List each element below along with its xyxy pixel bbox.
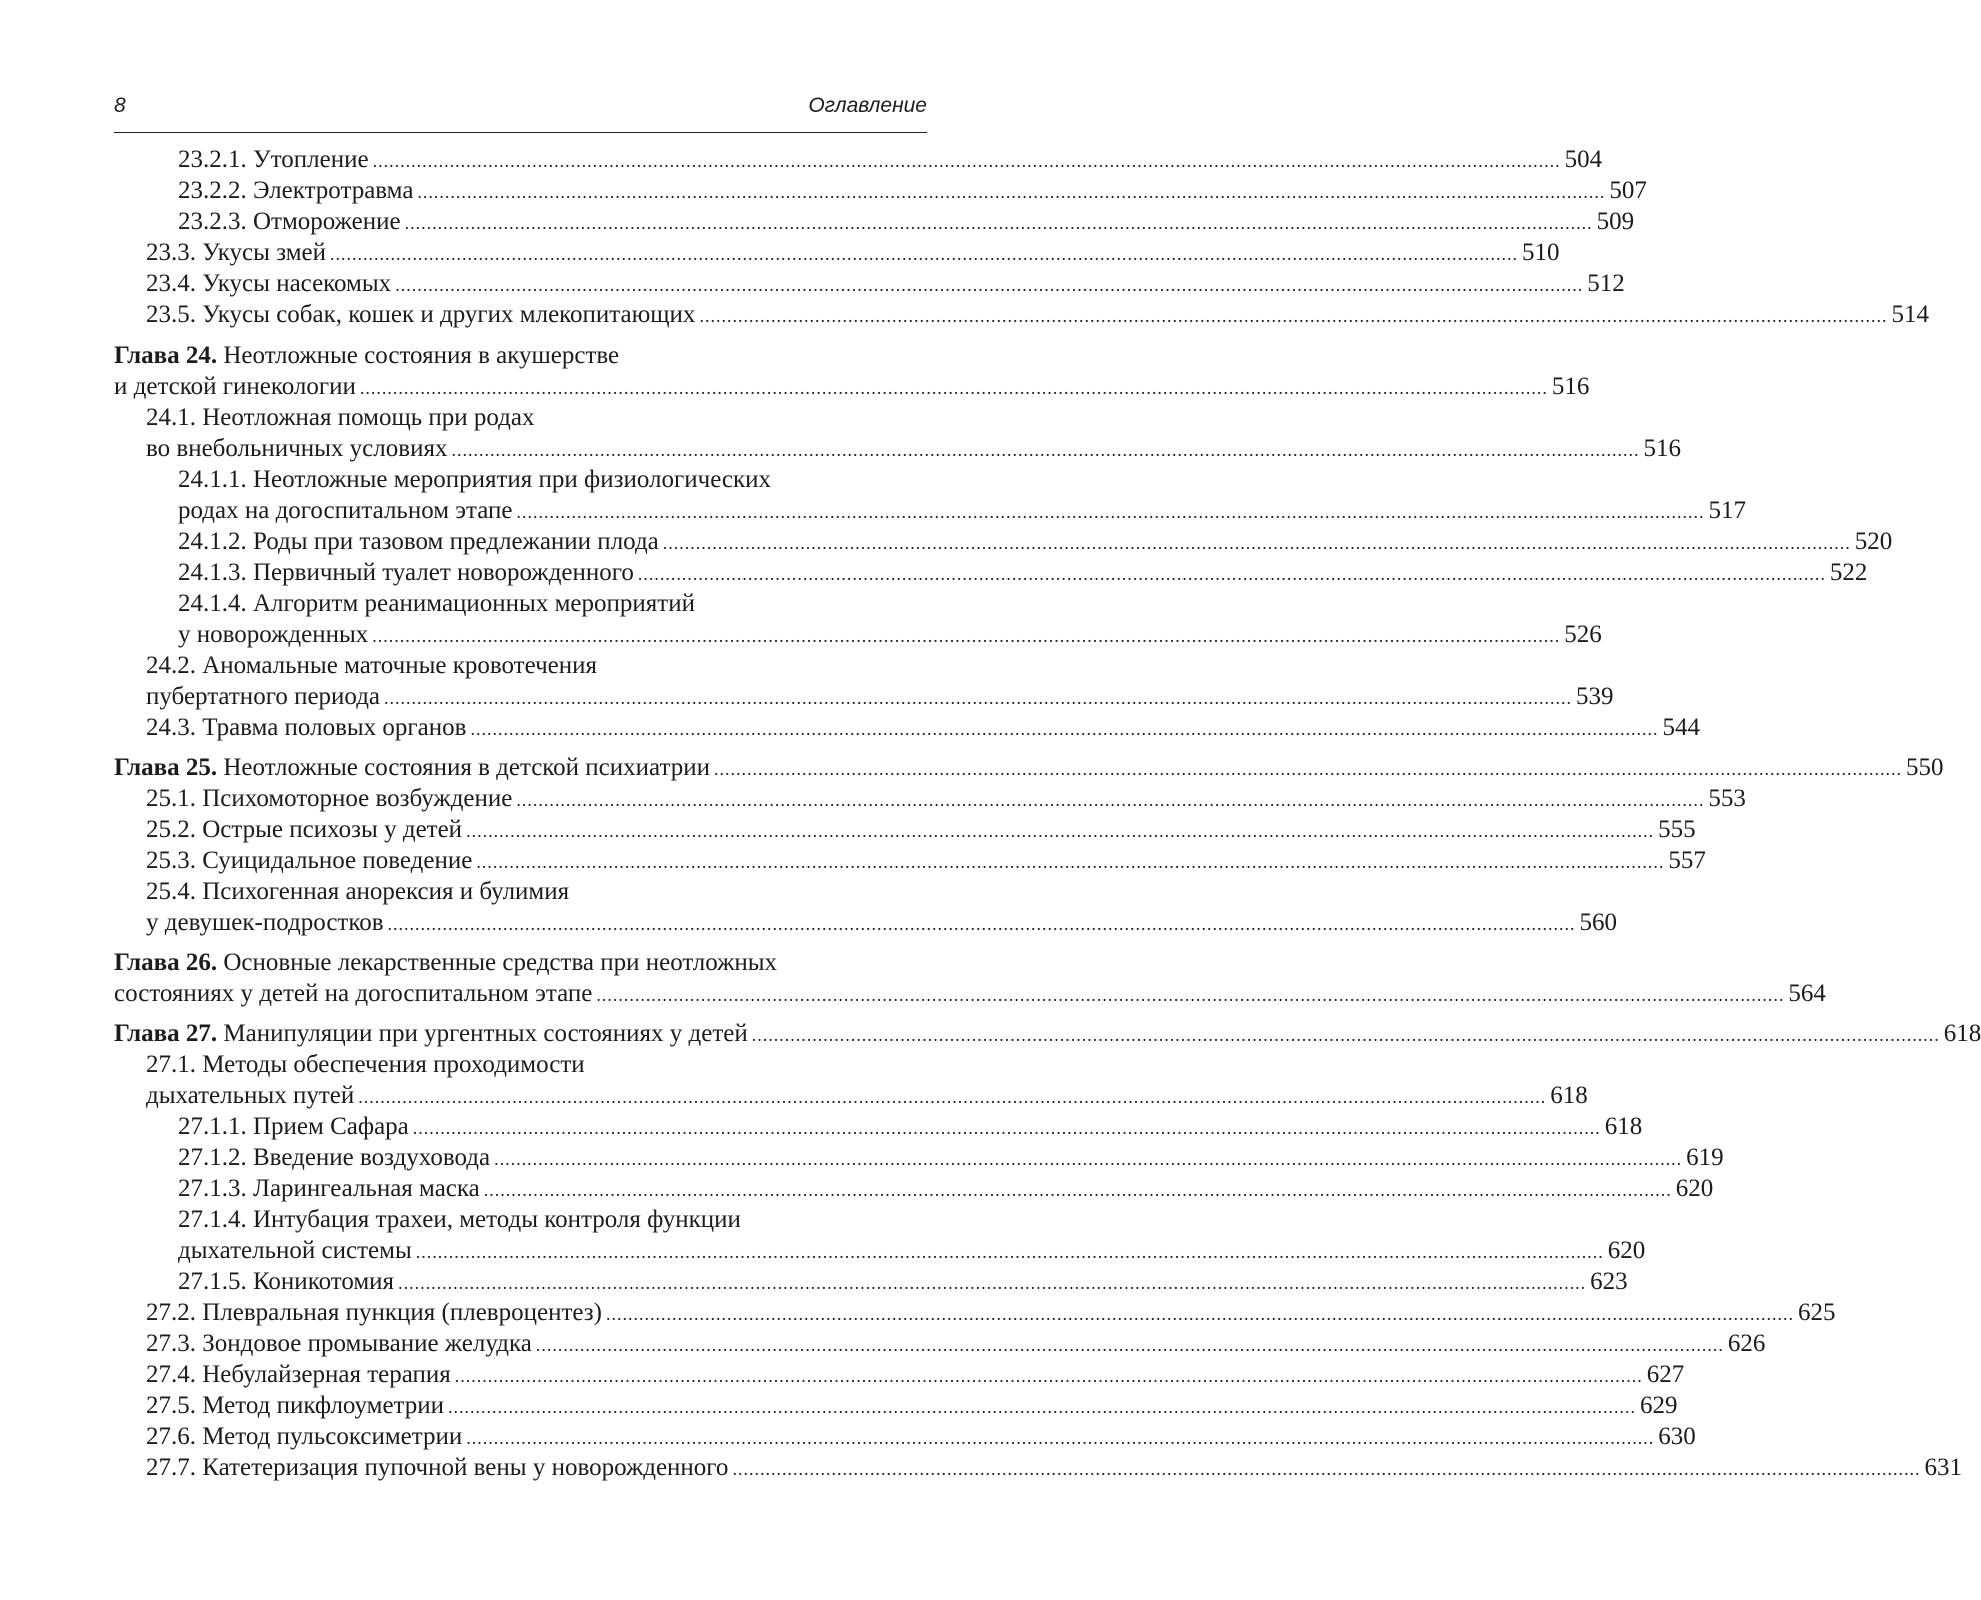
- entry-page: 553: [1708, 785, 1746, 812]
- toc-entry[interactable]: [146, 1359, 1685, 1390]
- entry-page: 618: [1550, 1082, 1588, 1109]
- entry-title: Утопление: [253, 146, 369, 173]
- toc-entry[interactable]: [178, 464, 771, 495]
- entry-number: 27.1.1.: [178, 1113, 247, 1140]
- entry-number: 27.5.: [146, 1392, 196, 1419]
- entry-number: 23.2.1.: [178, 146, 247, 173]
- entry-title: Аномальные маточные кровотечения: [202, 652, 597, 679]
- entry-page: 626: [1727, 1330, 1766, 1357]
- entry-number: 27.1.: [146, 1051, 196, 1078]
- entry-number: 23.2.3.: [178, 208, 247, 235]
- entry-page: 629: [1640, 1392, 1678, 1419]
- entry-number: 27.6.: [146, 1423, 196, 1450]
- running-title: Оглавление: [808, 94, 927, 117]
- entry-title-cont: во внебольничных условиях: [146, 435, 448, 462]
- dot-leader: [638, 559, 1826, 590]
- toc-entry[interactable]: [146, 876, 569, 907]
- entry-number: 24.1.: [146, 404, 196, 431]
- toc-entry[interactable]: [178, 1142, 1724, 1173]
- toc-entry[interactable]: [146, 1452, 1962, 1483]
- dot-leader: [536, 1330, 1724, 1361]
- entry-page: 555: [1658, 816, 1696, 843]
- page-number: 8: [114, 94, 126, 117]
- toc-entry[interactable]: [146, 712, 1700, 743]
- toc-chapter[interactable]: [114, 947, 777, 978]
- entry-page: 620: [1607, 1237, 1646, 1264]
- toc-entry[interactable]: [146, 783, 1746, 814]
- entry-title: Ларингеальная маска: [253, 1175, 480, 1202]
- dot-leader: [663, 528, 1851, 559]
- entry-title: Электротравма: [253, 177, 414, 204]
- toc-entry[interactable]: [178, 144, 1603, 175]
- entry-page: 631: [1924, 1454, 1962, 1481]
- entry-title: Небулайзерная терапия: [202, 1361, 451, 1388]
- dot-leader: [330, 239, 1518, 270]
- dot-leader: [395, 270, 1583, 301]
- dot-leader: [372, 621, 1560, 652]
- entry-page: 516: [1643, 435, 1681, 462]
- dot-leader: [384, 683, 1572, 714]
- dot-leader: [373, 146, 1561, 177]
- toc-entry[interactable]: [178, 206, 1635, 237]
- toc-entry[interactable]: [146, 1421, 1696, 1452]
- toc-entry[interactable]: [146, 1390, 1678, 1421]
- dot-leader: [517, 497, 1705, 528]
- entry-title: Первичный туалет новорожденного: [253, 559, 634, 586]
- toc-chapter-cont[interactable]: [114, 371, 1590, 402]
- entry-title-cont: дыхательной системы: [178, 1237, 412, 1264]
- entry-title-cont: состояниях у детей на догоспитальном этапе: [114, 980, 593, 1007]
- dot-leader: [398, 1268, 1586, 1299]
- entry-page: 620: [1675, 1175, 1714, 1202]
- dot-leader: [596, 980, 1784, 1011]
- toc-entry[interactable]: [178, 588, 695, 619]
- dot-leader: [358, 1082, 1546, 1113]
- toc-entry[interactable]: [146, 650, 597, 681]
- dot-leader: [732, 1454, 1920, 1485]
- entry-page: 625: [1797, 1299, 1836, 1326]
- toc-entry[interactable]: [178, 1111, 1643, 1142]
- entry-title: Зондовое промывание желудка: [202, 1330, 532, 1357]
- entry-page: 516: [1551, 373, 1590, 400]
- entry-page: 630: [1658, 1423, 1696, 1450]
- toc-entry[interactable]: [178, 175, 1647, 206]
- entry-title: Укусы собак, кошек и других млекопитающих: [202, 301, 696, 328]
- entry-number: 27.1.5.: [178, 1268, 247, 1295]
- entry-title: Интубация трахеи, методы контроля функции: [253, 1206, 741, 1233]
- entry-title: Неотложные состояния в акушерстве: [223, 342, 620, 369]
- toc-entry[interactable]: [146, 845, 1706, 876]
- dot-leader: [405, 208, 1593, 239]
- dot-leader: [466, 1423, 1654, 1454]
- dot-leader: [413, 1113, 1601, 1144]
- entry-number: 27.1.2.: [178, 1144, 247, 1171]
- entry-number: 27.2.: [146, 1299, 196, 1326]
- toc-entry[interactable]: [178, 1204, 741, 1235]
- entry-page: 539: [1576, 683, 1614, 710]
- entry-number: 25.2.: [146, 816, 196, 843]
- entry-page: 544: [1662, 714, 1700, 741]
- dot-leader: [470, 714, 1658, 745]
- entry-page: 564: [1788, 980, 1826, 1007]
- dot-leader: [752, 1020, 1940, 1051]
- entry-page: 517: [1708, 497, 1746, 524]
- entry-page: 512: [1587, 270, 1625, 297]
- entry-page: 522: [1829, 559, 1868, 586]
- entry-page: 526: [1564, 621, 1602, 648]
- toc-entry-cont[interactable]: [146, 907, 1618, 938]
- toc-entry[interactable]: [146, 1328, 1766, 1359]
- dot-leader: [484, 1175, 1672, 1206]
- dot-leader: [455, 1361, 1643, 1392]
- entry-number: 24.1.2.: [178, 528, 247, 555]
- entry-title: Манипуляции при ургентных состояниях у детей: [223, 1020, 748, 1047]
- entry-title: Отморожение: [253, 208, 401, 235]
- entry-number: 27.3.: [146, 1330, 196, 1357]
- entry-title: Травма половых органов: [202, 714, 467, 741]
- entry-title: Плевральная пункция (плевроцентез): [202, 1299, 602, 1326]
- entry-title: Психогенная анорексия и булимия: [202, 878, 570, 905]
- toc-entry[interactable]: [178, 1173, 1714, 1204]
- chapter-number: Глава 27.: [114, 1020, 218, 1047]
- dot-leader: [714, 754, 1902, 785]
- entry-page: 623: [1590, 1268, 1628, 1295]
- entry-number: 24.1.4.: [178, 590, 247, 617]
- entry-title-cont: родах на догоспитальном этапе: [178, 497, 513, 524]
- dot-leader: [448, 1392, 1636, 1423]
- toc-entry[interactable]: [146, 268, 1625, 299]
- entry-page: 509: [1596, 208, 1635, 235]
- toc-entry[interactable]: [146, 237, 1560, 268]
- entry-title-cont: дыхательных путей: [146, 1082, 355, 1109]
- chapter-number: Глава 26.: [114, 949, 218, 976]
- entry-number: 25.1.: [146, 785, 196, 812]
- entry-page: 560: [1579, 909, 1618, 936]
- toc-entry[interactable]: [178, 1266, 1628, 1297]
- entry-number: 25.3.: [146, 847, 196, 874]
- entry-title: Метод пикфлоуметрии: [202, 1392, 445, 1419]
- entry-title: Алгоритм реанимационных мероприятий: [253, 590, 695, 617]
- toc-chapter[interactable]: [114, 1018, 1981, 1049]
- entry-title-cont: пубертатного периода: [146, 683, 381, 710]
- entry-title: Острые психозы у детей: [202, 816, 463, 843]
- entry-title: Катетеризация пупочной вены у новорожденного: [202, 1454, 729, 1481]
- entry-number: 23.4.: [146, 270, 196, 297]
- dot-leader: [360, 373, 1548, 404]
- toc-chapter[interactable]: [114, 752, 1944, 783]
- entry-number: 23.3.: [146, 239, 196, 266]
- entry-number: 24.1.3.: [178, 559, 247, 586]
- toc-entry[interactable]: [146, 402, 534, 433]
- dot-leader: [494, 1144, 1682, 1175]
- toc-entry-cont[interactable]: [178, 495, 1746, 526]
- toc-entry[interactable]: [178, 526, 1893, 557]
- entry-title: Роды при тазовом предлежании плода: [253, 528, 659, 555]
- entry-page: 514: [1891, 301, 1929, 328]
- entry-title: Укусы змей: [202, 239, 327, 266]
- entry-number: 27.1.4.: [178, 1206, 247, 1233]
- entry-page: 557: [1668, 847, 1706, 874]
- entry-title: Прием Сафара: [253, 1113, 409, 1140]
- toc-chapter[interactable]: [114, 340, 619, 371]
- chapter-number: Глава 25.: [114, 754, 218, 781]
- entry-number: 23.5.: [146, 301, 196, 328]
- toc-entry[interactable]: [146, 1297, 1836, 1328]
- entry-title: Суицидальное поведение: [202, 847, 473, 874]
- toc-entry-cont[interactable]: [146, 1080, 1588, 1111]
- entry-title-cont: у девушек-подростков: [146, 909, 384, 936]
- entry-page: 618: [1943, 1020, 1981, 1047]
- entry-number: 24.3.: [146, 714, 196, 741]
- dot-leader: [388, 909, 1576, 940]
- entry-title: Введение воздуховода: [253, 1144, 491, 1171]
- entry-title-cont: у новорожденных: [178, 621, 369, 648]
- toc-entry-cont[interactable]: [146, 681, 1614, 712]
- entry-number: 24.2.: [146, 652, 196, 679]
- dot-leader: [516, 785, 1704, 816]
- entry-title: Коникотомия: [253, 1268, 395, 1295]
- entry-title: Неотложные состояния в детской психиатрии: [223, 754, 710, 781]
- entry-page: 504: [1564, 146, 1603, 173]
- entry-page: 618: [1604, 1113, 1643, 1140]
- chapter-number: Глава 24.: [114, 342, 218, 369]
- dot-leader: [416, 1237, 1604, 1268]
- entry-number: 25.4.: [146, 878, 196, 905]
- entry-number: 27.7.: [146, 1454, 196, 1481]
- dot-leader: [417, 177, 1605, 208]
- entry-page: 550: [1905, 754, 1944, 781]
- toc-entry[interactable]: [146, 1049, 585, 1080]
- entry-number: 24.1.1.: [178, 466, 247, 493]
- entry-page: 510: [1522, 239, 1560, 266]
- entry-page: 619: [1686, 1144, 1724, 1171]
- dot-leader: [451, 435, 1639, 466]
- entry-page: 507: [1609, 177, 1647, 204]
- toc-entry[interactable]: [146, 814, 1696, 845]
- entry-number: 23.2.2.: [178, 177, 247, 204]
- toc-entry-cont[interactable]: [178, 1235, 1646, 1266]
- toc-entry[interactable]: [146, 299, 1929, 330]
- entry-number: 27.1.3.: [178, 1175, 247, 1202]
- entry-page: 520: [1854, 528, 1893, 555]
- entry-title: Основные лекарственные средства при неотложных: [223, 949, 778, 976]
- entry-title-cont: и детской гинекологии: [114, 373, 356, 400]
- dot-leader: [466, 816, 1654, 847]
- entry-title: Психомоторное возбуждение: [202, 785, 513, 812]
- entry-page: 627: [1646, 1361, 1685, 1388]
- entry-title: Метод пульсоксиметрии: [202, 1423, 463, 1450]
- toc-chapter-cont[interactable]: [114, 978, 1826, 1009]
- entry-number: 27.4.: [146, 1361, 196, 1388]
- dot-leader: [476, 847, 1664, 878]
- toc-entry-cont[interactable]: [178, 619, 1602, 650]
- dot-leader: [699, 301, 1887, 332]
- entry-title: Неотложная помощь при родах: [202, 404, 535, 431]
- entry-title: Методы обеспечения проходимости: [202, 1051, 585, 1078]
- entry-title: Неотложные мероприятия при физиологических: [253, 466, 772, 493]
- entry-title: Укусы насекомых: [202, 270, 392, 297]
- dot-leader: [606, 1299, 1794, 1330]
- toc-entry[interactable]: [178, 557, 1868, 588]
- toc-entry-cont[interactable]: [146, 433, 1681, 464]
